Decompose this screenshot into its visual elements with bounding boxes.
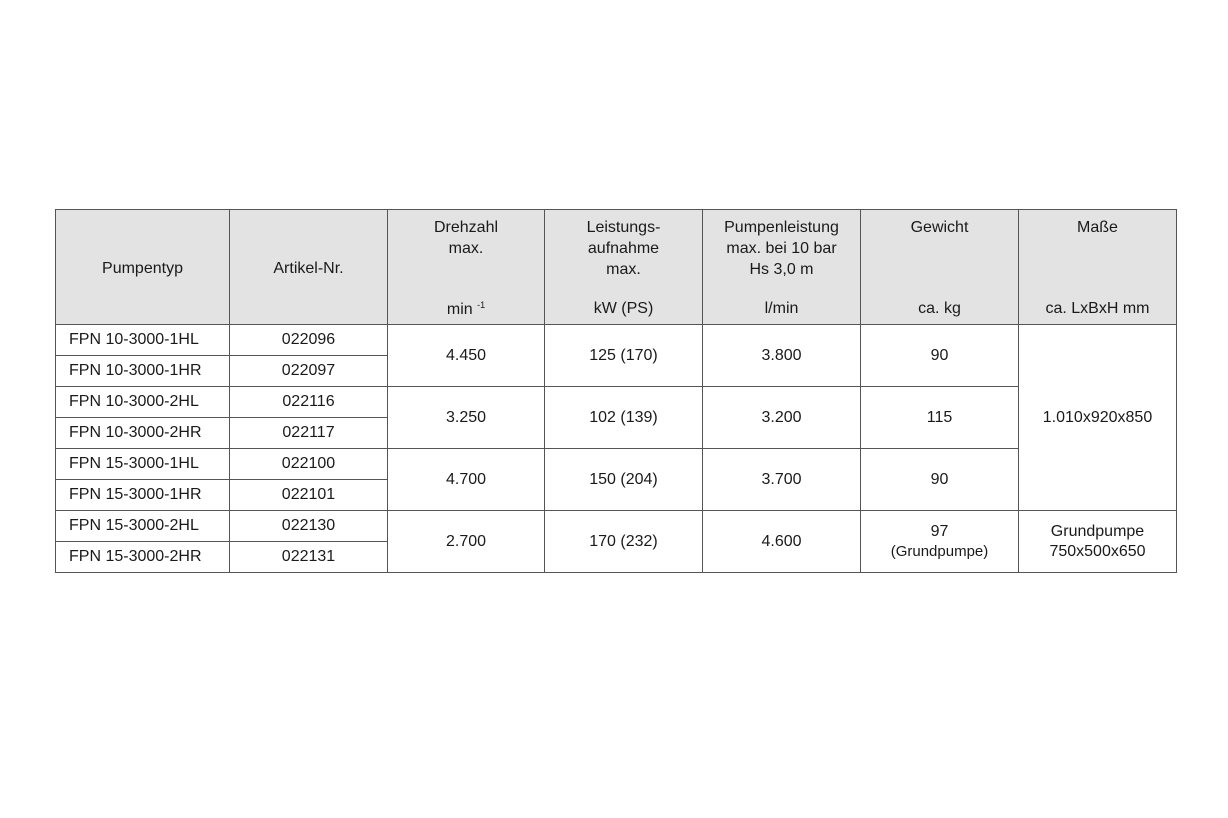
artikel-cell: 022130 — [230, 511, 388, 542]
leistung-cell: 125 (170) — [545, 325, 703, 387]
pumpentyp-cell: FPN 15-3000-2HR — [56, 542, 230, 573]
artikel-cell: 022131 — [230, 542, 388, 573]
drehzahl-cell: 3.250 — [388, 387, 545, 449]
header-masse-line1: Maße — [1077, 219, 1118, 236]
pump-spec-table — [55, 209, 1177, 573]
header-pumpenleistung-line1: Pumpenleistung — [724, 219, 839, 236]
masse-line1: Grundpumpe — [1050, 522, 1145, 540]
header-drehzahl-line2: max. — [448, 240, 484, 257]
leistung-cell: 102 (139) — [545, 387, 703, 449]
header-masse — [1019, 210, 1177, 325]
table-header-row — [56, 210, 1177, 325]
gewicht-cell — [861, 511, 1019, 573]
header-leistung-unit: kW (PS) — [593, 300, 654, 317]
pumpentyp-cell: FPN 10-3000-1HL — [56, 325, 230, 356]
pumpentyp-cell: FPN 10-3000-1HR — [56, 356, 230, 387]
header-gewicht — [861, 210, 1019, 325]
pumpentyp-cell: FPN 10-3000-2HR — [56, 418, 230, 449]
pumpenleistung-cell: 3.800 — [703, 325, 861, 387]
pumpenleistung-cell: 4.600 — [703, 511, 861, 573]
gewicht-cell: 90 — [861, 449, 1019, 511]
pumpentyp-cell: FPN 15-3000-1HR — [56, 480, 230, 511]
header-pumpentyp-label: Pumpentyp — [102, 260, 183, 277]
table-row — [56, 325, 1177, 356]
artikel-cell: 022097 — [230, 356, 388, 387]
masse-line2: 750x500x650 — [1049, 542, 1146, 560]
header-drehzahl-unit-base: min — [446, 301, 473, 318]
header-drehzahl-unit-sup: -1 — [477, 300, 486, 310]
header-pumpenleistung-line2: max. bei 10 bar — [726, 240, 837, 257]
gewicht-note: (Grundpumpe) — [890, 542, 989, 560]
pumpentyp-cell: FPN 15-3000-1HL — [56, 449, 230, 480]
header-drehzahl-unit — [388, 300, 544, 319]
artikel-cell: 022101 — [230, 480, 388, 511]
drehzahl-cell: 4.450 — [388, 325, 545, 387]
artikel-cell: 022096 — [230, 325, 388, 356]
header-drehzahl — [388, 210, 545, 325]
artikel-cell: 022117 — [230, 418, 388, 449]
pumpenleistung-cell: 3.700 — [703, 449, 861, 511]
header-leistung-line3: max. — [606, 261, 641, 278]
drehzahl-cell: 2.700 — [388, 511, 545, 573]
header-pumpenleistung-line3: Hs 3,0 m — [749, 261, 814, 278]
masse-cell: 1.010x920x850 — [1019, 325, 1177, 511]
header-pumpentyp — [56, 210, 230, 325]
header-drehzahl-line1: Drehzahl — [433, 219, 499, 236]
header-pumpenleistung — [703, 210, 861, 325]
header-leistung-line1: Leistungs- — [586, 219, 661, 236]
leistung-cell: 170 (232) — [545, 511, 703, 573]
header-masse-unit: ca. LxBxH mm — [1045, 300, 1150, 317]
header-pumpenleistung-unit: l/min — [764, 300, 799, 317]
pumpentyp-cell: FPN 15-3000-2HL — [56, 511, 230, 542]
table-row — [56, 449, 1177, 480]
pumpentyp-cell: FPN 10-3000-2HL — [56, 387, 230, 418]
header-gewicht-line1: Gewicht — [910, 219, 969, 236]
artikel-cell: 022100 — [230, 449, 388, 480]
table-row — [56, 511, 1177, 542]
gewicht-cell: 115 — [861, 387, 1019, 449]
header-leistung-line2: aufnahme — [587, 240, 660, 257]
gewicht-value: 97 — [930, 522, 949, 540]
header-gewicht-unit: ca. kg — [918, 300, 961, 317]
header-artikel-label: Artikel-Nr. — [273, 260, 344, 277]
leistung-cell: 150 (204) — [545, 449, 703, 511]
masse-cell — [1019, 511, 1177, 573]
drehzahl-cell: 4.700 — [388, 449, 545, 511]
gewicht-cell: 90 — [861, 325, 1019, 387]
pumpenleistung-cell: 3.200 — [703, 387, 861, 449]
header-artikel — [230, 210, 388, 325]
artikel-cell: 022116 — [230, 387, 388, 418]
table-row — [56, 387, 1177, 418]
header-leistung — [545, 210, 703, 325]
